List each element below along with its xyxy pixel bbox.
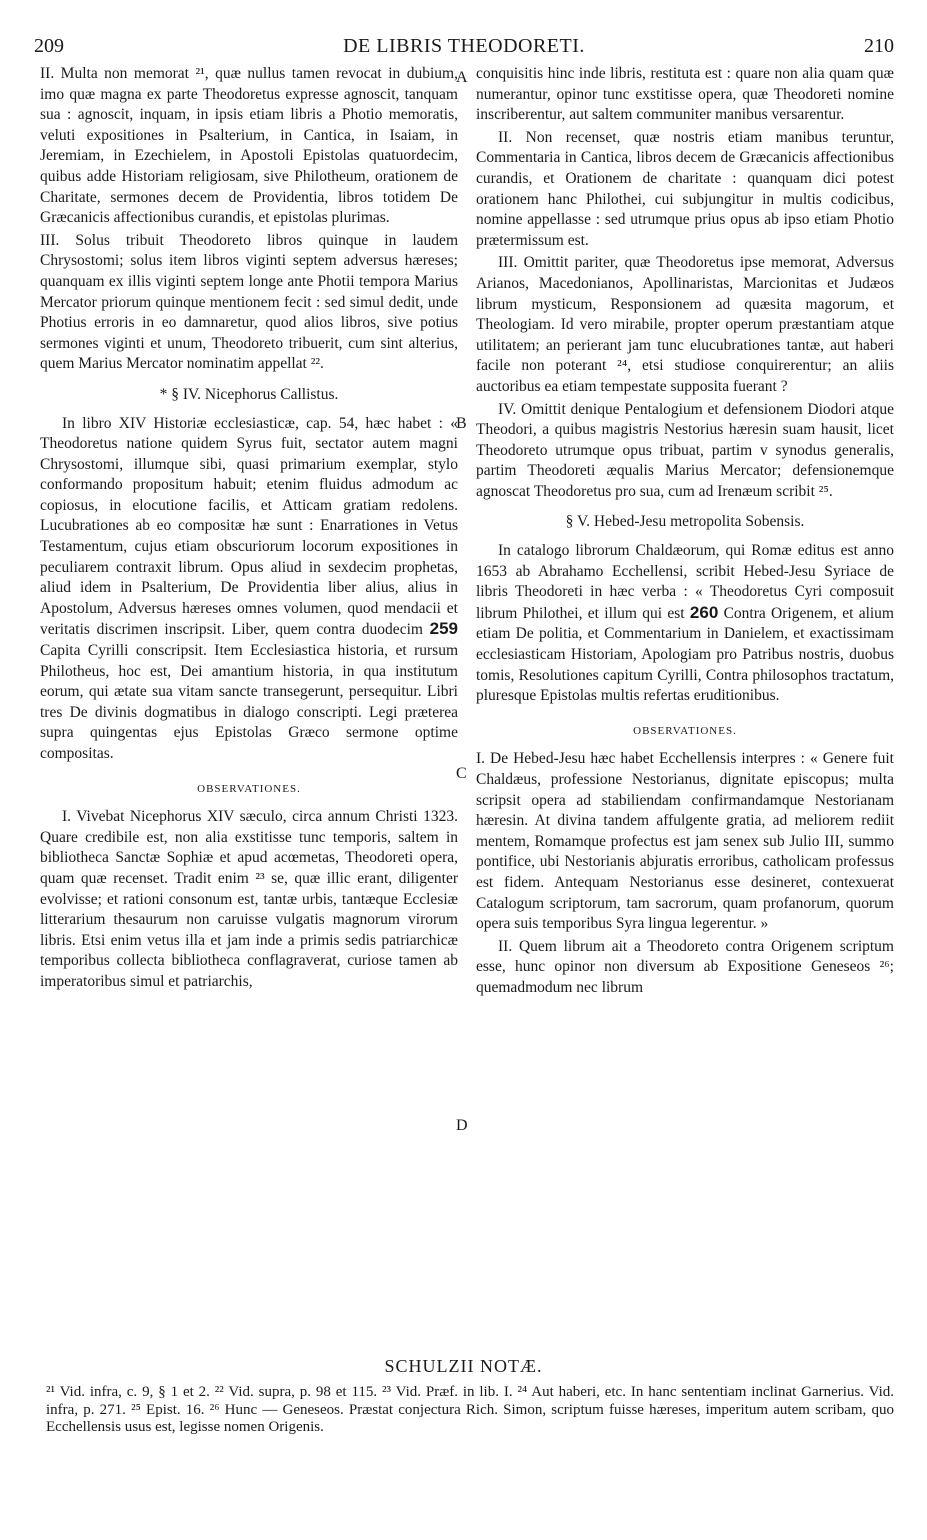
page-header — [34, 33, 894, 59]
margin-letter-c: C — [456, 765, 467, 782]
column-number: 260 — [689, 602, 719, 622]
paragraph: I. De Hebed-Jesu hæc habet Ecchellensis interpres : « Genere fuit Chaldæus, professione Nestorianus, dignitate episcopus; multa scripsit opera ad stabiliendam confirmandamque Nestorianam hæresin. At divina tandem affulgente gratia, ad meliorem rediit mentem, Romamque profectus est jam senex sub Julio III, summo pontifice, ubi Nestorianis abjuratis erroribus, catholicam professus est fidem. Antequam Nestorianus esse desineret, contexuerat Catalogum scriptorum, tam sacrorum, quam profanorum, quorum opera suis temporibus Syra lingua legerentur. » — [476, 750, 894, 933]
paragraph: IV. Omittit denique Pentalogium et defensionem Diodori atque Theodori, a quibus magistris Nestorius hæresin suam hausit, licet Theodoreto utrumque opus tribuat, partim v synodus generalis, partim Theodoreti æqualis Marius Mercator; defensionemque agnoscat Theodoretus pro sua, cum ad Irenæum scribit ²⁵. — [476, 400, 894, 500]
margin-letter-d: D — [456, 1117, 468, 1134]
paragraph: III. Omittit pariter, quæ Theodoretus ipse memorat, Adversus Arianos, Macedonianos, Apollinaristas, Marcionitas et Judæos librum mysticum, Responsionem ad quæsita magorum, et Theologiam. Id vero mirabile, propter operum præstantiam atque utilitatem; an perierant jam tunc elucubrationes tantæ, aut haberi facile non poterant ²⁴, etsi studiose conquirerentur; an aliis auctoribus ea etiam tempestate supposita fuerant ? — [476, 254, 894, 395]
column-number: 259 — [429, 619, 458, 639]
paragraph: In libro XIV Historiæ ecclesiasticæ, cap. 54, hæc habet : « Theodoretus natione quidem Syrus fuit, sectator autem magni Chrysostomi, illumque sibi, quasi primarium exemplar, stylo conformando propositum habuit; etenim fluidus admodum ac copiosus, in elocutione facilis, et Atticam gratiam redolens. Lucubrationes ab eo compositæ hæ sunt : Enarrationes in Vetus Testamentum, cujus etiam obscuriorum locorum expositiones in peculiarem contraxit librum. Opus aliud in sexdecim prophetas, aliud idem in Psalterium, De Providentia liber alius, alius in Apostolum, Adversus hæreses omnes volumen, quod mendacii et veritatis discrimen inscripsit. Liber, quem contra duodecim 259 Capita Cyrilli conscripsit. Item Ecclesiastica historia, et rursum Philotheus, hoc est, Dei amantium historia, in qua institutum eorum, qui ætate sua vitam sancte transegerunt, persequitur. Libri tres De divinis dogmatibus in dialogo conscripti. Legi præterea supra quingentas ejus Epistolas Græco sermone optime compositas. — [40, 414, 458, 762]
margin-letter-b: B — [456, 415, 467, 432]
paragraph: II. Quem librum ait a Theodoreto contra Origenem scriptum esse, hunc opinor non diversum ab Expositione Geneseos ²⁶; quemadmodum nec librum — [476, 937, 894, 996]
paragraph: conquisitis hinc inde libris, restituta est : quare non alia quam quæ numerantur, opinor tunc exstitisse opera, quæ Theodoreti nomine inscriberentur, aut saltem communiter manibus versarentur. — [476, 65, 894, 124]
notes-heading: SCHULZII NOTÆ. — [384, 1356, 543, 1376]
page-number-right: 210 — [864, 35, 894, 57]
margin-letter-a: A — [456, 69, 468, 86]
paragraph: II. Multa non memorat ²¹, quæ nullus tamen revocat in dubium, imo quæ magna ex parte Theodoretus expresse agnoscit, tanquam sua : agnoscit, inquam, in ipsis etiam libris a Photio memoratis, veluti expositiones in Psalterium, in Cantica, in Isaiam, in Jeremiam, in Ezechielem, in Apostoli Epistolas quatuordecim, quibus adde Historiam religiosam, sive Philotheum, orationem de Charitate, sermones decem de Providentia, libros totidem De Græcanicis affectionibus curandis, et epistolas plurimas. — [40, 65, 458, 227]
observationes-heading: OBSERVATIONES. — [197, 782, 301, 795]
paragraph: In catalogo librorum Chaldæorum, qui Romæ editus est anno 1653 ab Abrahamo Ecchellensi, scribit Hebed-Jesu Syriace de libris Theodoreti in hæc verba : « Theodoretus Cyri composuit librum Philothei, et illum qui est 260 Contra Origenem, et alium etiam De politia, et Commentarium in Danielem, et exactissimam ecclesiasticam Historiam, Apologiam pro Patribus nostris, duobus tomis, Resolutiones capitum Cyrilli, Contra philosophos tractatum, pluresque Epistolas multis refertas eruditionibus. — [476, 542, 894, 705]
right-column — [476, 64, 894, 1001]
paragraph: II. Non recenset, quæ nostris etiam manibus teruntur, Commentaria in Cantica, libros decem de Græcanicis affectionibus curandis, et Orationem de charitate : quanquam dici potest orationem hanc Philothei, cui subjungitur in multis codicibus, nomine appellasse : sed utrumque prius opus ab ipso etiam Photio prætermissum est. — [476, 128, 894, 249]
left-column — [40, 64, 458, 995]
section-heading: § V. Hebed-Jesu metropolita Sobensis. — [565, 513, 805, 531]
section-heading: * § IV. Nicephorus Callistus. — [159, 385, 339, 403]
paragraph: I. Vivebat Nicephorus XIV sæculo, circa annum Christi 1323. Quare credibile est, non alia exstitisse tunc temporis, saltem in bibliotheca Sanctæ Sophiæ et apud acœmetas, Theodoreti opera, quam quæ recenset. Tradit enim ²³ se, quæ illic erant, diligenter evolvisse; et rationi consonum est, tantæ urbis, tantæque Ecclesiæ litterarium thesaurum non caruisse vulgatis magnorum virorum libris. Etsi enim vetus illa et jam inde a primis sedis patriarchicæ temporibus collecta bibliotheca conflagraverat, curiose tamen ab imperatoribus simul et patriarchis, — [40, 808, 458, 990]
page-number-left: 209 — [34, 35, 64, 57]
footnotes — [46, 1384, 894, 1437]
observationes-heading: OBSERVATIONES. — [633, 724, 737, 737]
running-title: DE LIBRIS THEODORETI. — [343, 35, 585, 57]
paragraph: III. Solus tribuit Theodoreto libros quinque in laudem Chrysostomi; solus item libros viginti septem adversus hæreses; quanquam ex illis viginti septem longe ante Photii tempora Marius Mercator priorum quinque mentionem fecit : sed simul dedit, unde Photius erroris in eo damnaretur, quod alios libros, sive potius sermones viginti et unum, Theodoreto tribuerit, cum sint alterius, quem Marius Mercator nominatim appellat ²². — [40, 231, 458, 373]
footnote-text: ²¹ Vid. infra, c. 9, § 1 et 2. ²² Vid. supra, p. 98 et 115. ²³ Vid. Præf. in lib. I. ²⁴ Aut haberi, etc. In hanc sententiam inclinat Garnerius. Vid. infra, p. 271. ²⁵ Epist. 16. ²⁶ Hunc — Geneseos. Præstat conjectura Rich. Simon, scriptum fuisse hæreses, imperitum autem scribam, quo Ecchellensis usus est, legisse nomen Origenis. — [46, 1384, 894, 1435]
